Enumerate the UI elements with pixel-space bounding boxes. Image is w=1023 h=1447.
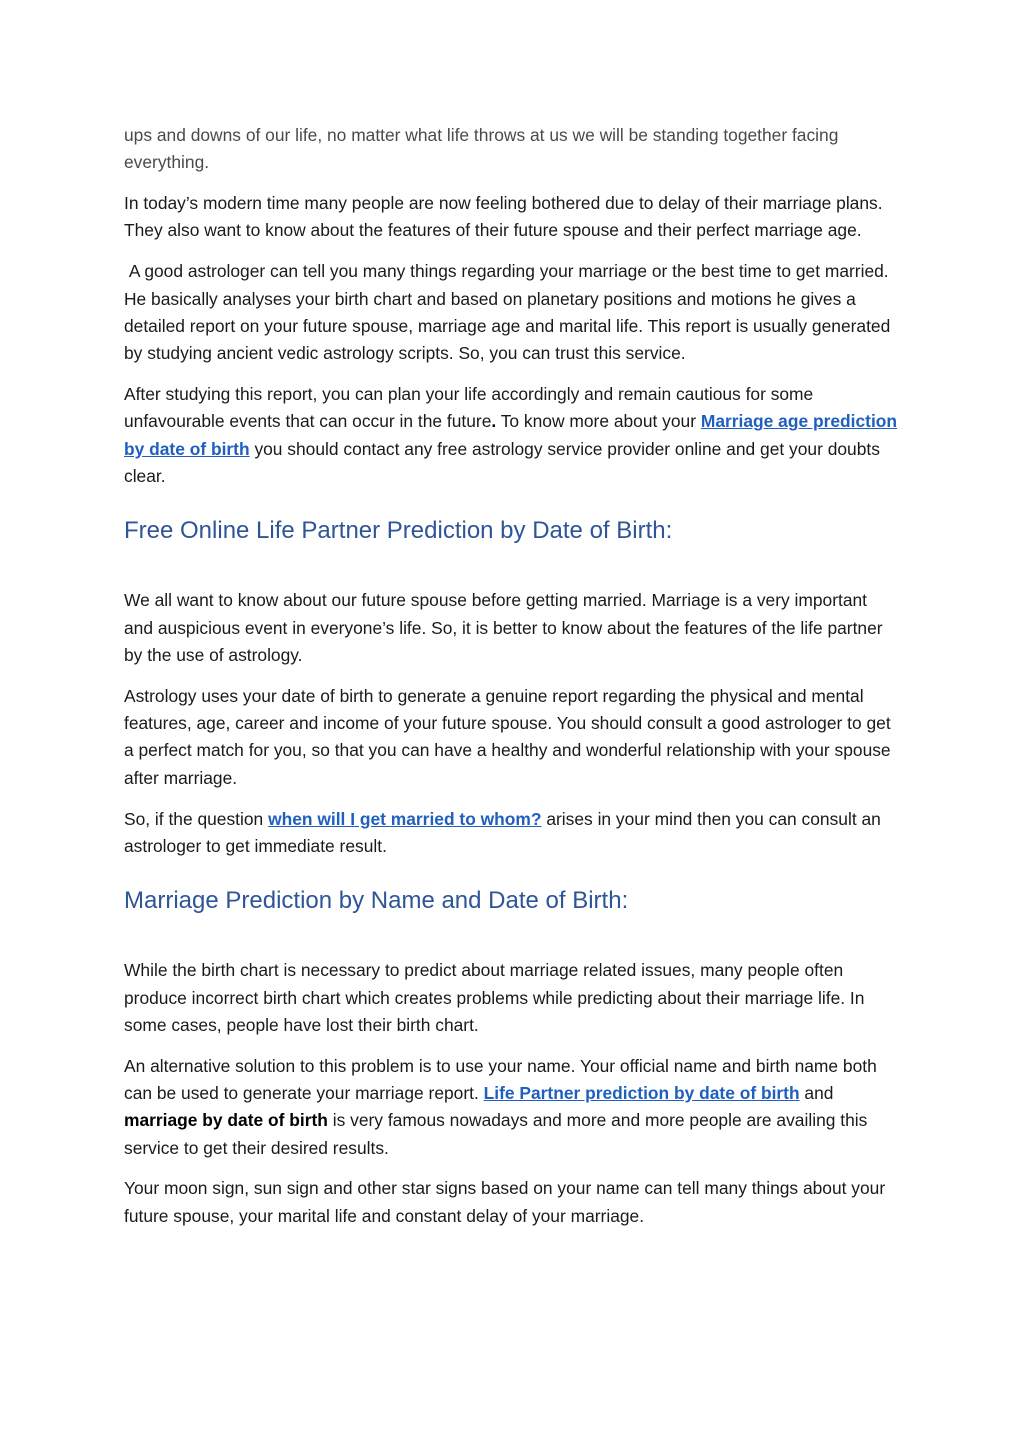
star-signs-paragraph (124, 1175, 900, 1230)
question-paragraph (124, 806, 900, 861)
report-text-before: After studying this report, you can plan your life accordingly and remain cautious for some unfavourable events that can occur in the future (124, 384, 814, 432)
astrology-dob-paragraph (124, 683, 900, 792)
marriage-prediction-heading: Marriage Prediction by Name and Date of Birth: (124, 887, 629, 915)
intro-text: ups and downs of our life, no matter what life throws at us we will be standing together facing everything. (124, 125, 839, 173)
astrologer-paragraph (124, 258, 900, 367)
document-page (124, 122, 900, 1244)
astrology-dob-text: Astrology uses your date of birth to generate a genuine report regarding the physical and mental features, age, career and income of your future spouse. You should consult a good astrologer to get a perfect match for you, so that you can have a healthy and wonderful relationship with your spouse after marriage. (124, 685, 891, 788)
alternative-text-before: An alternative solution to this problem is to use your name. Your official name and birth name both can be used to generate your marriage report. (124, 1055, 877, 1103)
future-spouse-paragraph (124, 587, 900, 669)
question-text-after: arises in your mind then you can consult an astrologer to get immediate result. (124, 808, 881, 856)
alternative-solution-paragraph (124, 1053, 900, 1162)
modern-time-text: In today’s modern time many people are now feeling bothered due to delay of their marriage plans. They also want to know about the features of their future spouse and their perfect marriage age. (124, 193, 883, 241)
star-signs-text: Your moon sign, sun sign and other star signs based on your name can tell many things about your future spouse, your marital life and constant delay of your marriage. (124, 1178, 886, 1226)
marriage-age-prediction-link[interactable]: Marriage age prediction by date of birth (124, 411, 898, 459)
future-spouse-text: We all want to know about our future spouse before getting married. Marriage is a very important and auspicious event in everyone’s life. So, it is better to know about the features of the life partner by the use of astrology. (124, 590, 883, 665)
alternative-text-mid: and (799, 1082, 834, 1103)
birth-chart-paragraph (124, 957, 900, 1039)
report-text-after: you should contact any free astrology service provider online and get your doubts clear. (124, 438, 880, 487)
life-partner-heading: Free Online Life Partner Prediction by Date of Birth: (124, 517, 673, 545)
astrologer-text: A good astrologer can tell you many things regarding your marriage or the best time to get married. He basically analyses your birth chart and based on planetary positions and motions he gives a detailed report on your future spouse, marriage age and marital life. This report is usually generated by studying ancient vedic astrology scripts. So, you can trust this service. (124, 261, 896, 364)
alternative-text-after: is very famous nowadays and more and more people are availing this service to get their desired results. (124, 1110, 868, 1158)
question-text-before: So, if the question (124, 808, 269, 829)
intro-paragraph (124, 122, 900, 177)
modern-time-paragraph (124, 190, 900, 245)
report-paragraph (124, 381, 900, 490)
birth-chart-text: While the birth chart is necessary to predict about marriage related issues, many people often produce incorrect birth chart which creates problems while predicting about their marriage life. In some cases, people have lost their birth chart. (124, 960, 865, 1035)
report-period: . (491, 411, 497, 432)
report-text-mid: To know more about your (496, 411, 701, 432)
when-will-i-get-married-link[interactable]: when will I get married to whom? (268, 808, 542, 829)
life-partner-prediction-link[interactable]: Life Partner prediction by date of birth (483, 1082, 800, 1103)
marriage-by-dob-bold: marriage by date of birth (124, 1110, 328, 1131)
